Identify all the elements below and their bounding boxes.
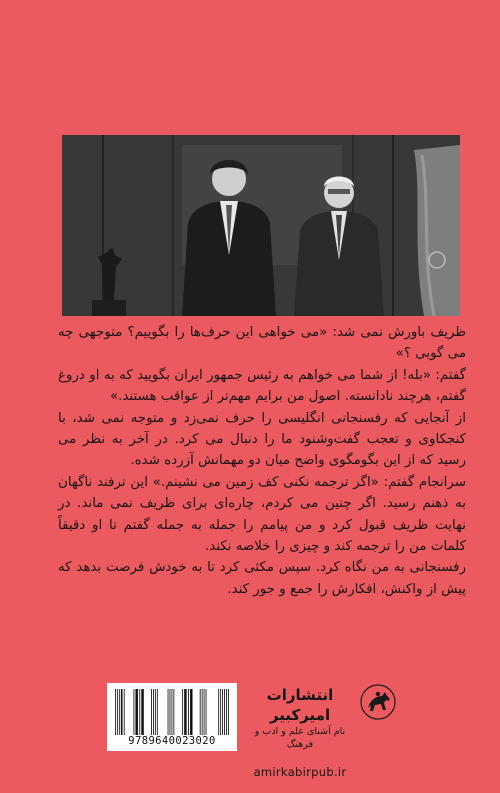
barcode-bar: [202, 689, 203, 735]
barcode-bar: [184, 689, 186, 735]
barcode-bar: [153, 689, 154, 735]
barcode-bar: [134, 689, 135, 735]
barcode-bar: [172, 689, 173, 735]
barcode-bar: [218, 689, 219, 735]
excerpt-paragraph: گفتم: «بله! از شما می خواهم به رئیس جمهور ایران بگویید که به او دروغ گفتم، هرچند نادانسته. اصول من برایم مهم‌تر از عواقب هستند.»: [58, 367, 466, 405]
excerpt-paragraph: سرانجام گفتم: «اگر ترجمه نکنی کف زمین می نشینم.» این ترفند ناگهان به ذهنم رسید. اگر چنین می کردم، چاره‌ای برای ظریف نمی ماند. در نهایت ظریف قبول کرد و من پیامم را جمله به جمله گفتم تا او دقیقاً کلمات من را ترجمه کند و چیزی را خلاصه نکند.: [58, 474, 466, 555]
barcode-bar: [135, 689, 137, 735]
barcode-bar: [226, 689, 227, 735]
barcode-bar: [139, 689, 140, 735]
barcode-bar: [141, 689, 143, 735]
barcode-bar: [157, 689, 158, 735]
barcode-bar: [188, 689, 189, 735]
barcode-bar: [124, 689, 125, 735]
barcode-bar: [222, 689, 223, 735]
barcode-bar: [117, 689, 118, 735]
excerpt-paragraph: رفسنجانی به من نگاه کرد. سپس مکثی کرد تا به خودش فرصت بدهد که پیش از واکنش، افکارش را جمع و جور کند.: [58, 560, 466, 597]
isbn-barcode: [107, 683, 237, 751]
barcode-bar: [200, 689, 201, 735]
barcode-bar: [119, 689, 120, 735]
publisher-website: amirkabirpub.ir: [253, 765, 347, 779]
barcode-bar: [155, 689, 156, 735]
horse-rider-logo-icon: [360, 684, 396, 720]
barcode-bar: [151, 689, 152, 735]
isbn-number: 9789640023020: [128, 735, 216, 747]
barcode-bar: [170, 689, 171, 735]
barcode-icon: [115, 689, 229, 735]
publisher-tagline: نام آشنای علم و ادب و فرهنگ: [254, 726, 346, 750]
barcode-bar: [121, 689, 123, 735]
barcode-bar: [182, 689, 183, 735]
publisher-block: [244, 685, 356, 783]
barcode-bar: [228, 689, 229, 735]
excerpt-paragraph: ظریف باورش نمی شد: «می خواهی این حرف‌ها را بگوییم؟ متوجهی چه می گویی ؟»: [58, 325, 466, 362]
barcode-bar: [224, 689, 225, 735]
barcode-bar: [115, 689, 116, 735]
cover-photograph: [62, 135, 460, 316]
photo-two-men-icon: [62, 135, 460, 316]
barcode-bar: [220, 689, 221, 735]
publisher-name: انتشارات امیرکبیر: [266, 686, 334, 724]
barcode-bar: [168, 689, 169, 735]
excerpt-text: [58, 322, 466, 600]
barcode-bar: [206, 689, 207, 735]
barcode-bar: [204, 689, 205, 735]
barcode-bar: [190, 689, 192, 735]
barcode-bar: [173, 689, 174, 735]
excerpt-paragraph: از آنجایی که رفسنجانی انگلیسی را حرف نمی‌زد و متوجه نمی شد، با کنجکاوی و تعجب گفت‌وشنود ما را دنبال می کرد. در آخر به نظر می رسید که از این بگومگوی واضح میان دو مهمانش آزرده شده.: [58, 410, 466, 469]
